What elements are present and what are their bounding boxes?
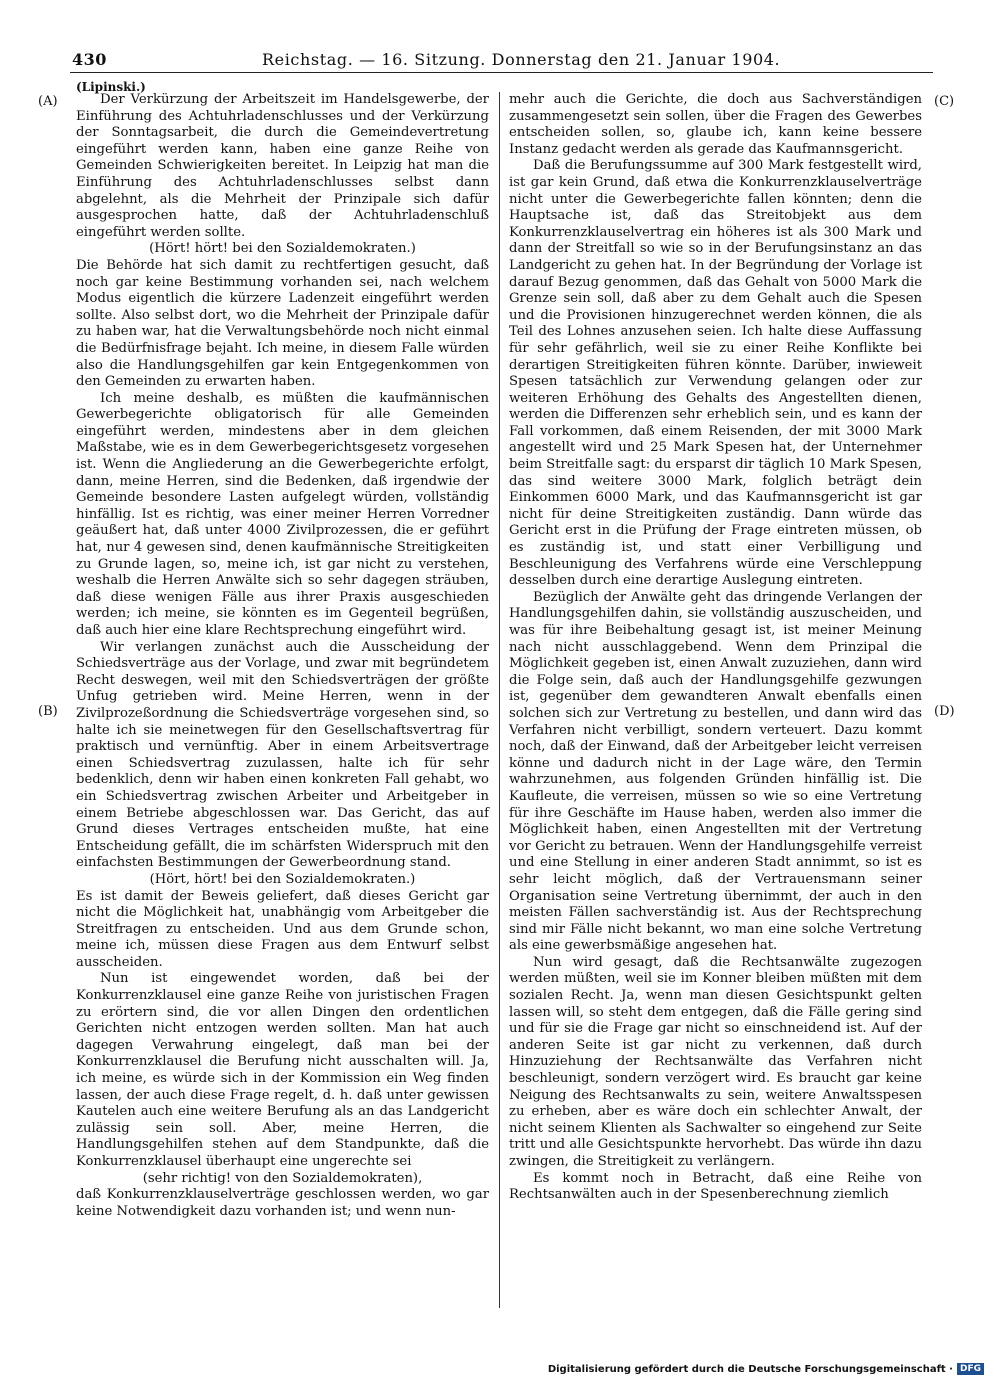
interjection: (sehr richtig! von den Sozialdemokraten), (142, 1170, 423, 1186)
margin-marker-a: (A) (38, 94, 58, 109)
margin-marker-d: (D) (934, 704, 955, 719)
paragraph: daß Konkurrenzklauselverträge geschlossen werden, wo gar keine Notwendigkeit dazu vorhanden ist; und wenn nun- (76, 1187, 489, 1219)
paragraph: Bezüglich der Anwälte geht das dringende Verlangen der Handlungsgehilfen dahin, sie vollständig auszuscheiden, und was für ihre Beibehaltung gesagt ist, ist meiner Meinung nach nicht ausschlaggebend. Wenn dem Prinzipal die Möglichkeit gegeben ist, einen Anwalt zuzuziehen, dann wird die Folge sein, daß auch der Handlungsgehilfe gezwungen ist, gegenüber dem gewandteren Anwalt ebenfalls einen solchen sich zur Vertretung zu bestellen, und dann wird das Verfahren nicht verbilligt, sondern verteuert. Dazu kommt noch, daß der Einwand, daß der Arbeitgeber leicht verreisen könne und dadurch nicht in der Lage wäre, den Termin wahrzunehmen, aus folgenden Gründen hinfällig ist. Die Kaufleute, die verreisen, müssen so wie so eine Vertretung für ihre Geschäfte im Hause haben, werden also immer die Möglichkeit haben, einen Angestellten mit der Vertretung vor Gericht zu betrauen. Wenn der Handlungsgehilfe verreist und eine Stellung in einer anderen Stadt annimmt, so ist es sehr leicht möglich, daß der Vertrauensmann seiner Organisation seine Vertretung übernimmt, der auch in den meisten Fällen sachverständig ist. Aus der Rechtsprechung sind mir Fälle nicht bekannt, wo man eine solche Vertretung als eine gewerbsmäßige angesehen hat. (509, 589, 922, 954)
paragraph: Daß die Berufungssumme auf 300 Mark festgestellt wird, ist gar kein Grund, daß etwa die Konkurrenzklauselverträge nicht unter die Gewerbegerichte fallen könnten; denn die Hauptsache ist, daß das Streitobjekt aus dem Konkurrenzklauselvertrag ein höheres ist als 300 Mark und dann der Streitfall so wie so in der Berufungsinstanz an das Landgericht zu gehen hat. In der Begründung der Vorlage ist darauf Bezug genommen, daß das Gehalt von 5000 Mark die Grenze sein soll, daß aber zu dem Gehalt auch die Spesen und die Provisionen hinzugerechnet werden können, die als Teil des Lohnes anzusehen seien. Ich halte diese Auffassung für sehr gefährlich, weil sie zu einer Reihe Konflikte bei derartigen Streitigkeiten führen könnte. Darüber, inwieweit Spesen tatsächlich zur Verwendung gelangen oder zur weiteren Erhöhung des Gehalts des Angestellten dienen, werden die Differenzen sehr erheblich sein, und es kann der Fall vorkommen, daß einem Reisenden, der mit 3000 Mark angestellt wird und 25 Mark Spesen hat, der Unternehmer beim Streitfalle sagt: du ersparst dir täglich 10 Mark Spesen, das sind weitere 3000 Mark, folglich beträgt dein Einkommen 6000 Mark, und das Kaufmannsgericht ist gar nicht für deine Streitigkeiten zuständig. Dann würde das Gericht erst in die Prüfung der Frage eintreten müssen, ob es zuständig ist, und statt einer Verbilligung und Beschleunigung des Verfahrens würde eine Verschleppung desselben durch eine derartige Auslegung eintreten. (509, 158, 922, 589)
interjection: (Hört! hört! bei den Sozialdemokraten.) (149, 241, 416, 257)
right-column (509, 92, 922, 1204)
header-rule (70, 72, 933, 73)
paragraph: Die Behörde hat sich damit zu rechtfertigen gesucht, daß noch gar keine Bestimmung vorhanden sei, nach welchem Modus eigentlich die kürzere Ladenzeit eingeführt werden sollte. Also selbst dort, wo die Mehrheit der Prinzipale dafür zu haben war, hat die Verwaltungsbehörde noch nicht einmal die Bedürfnisfrage bejaht. Ich meine, in diesem Falle würden also die Handlungsgehilfen gar kein Entgegenkommen von den Gemeinden zu erwarten haben. (76, 257, 489, 390)
running-title: Reichstag. — 16. Sitzung. Donnerstag den 21. Januar 1904. (262, 50, 781, 69)
interjection: (Hört, hört! bei den Sozialdemokraten.) (149, 871, 416, 887)
paragraph: Nun wird gesagt, daß die Rechtsanwälte zugezogen werden müßten, weil sie im Konner bleiben müßten mit dem sozialen Recht. Ja, wenn man diesen Gesichtspunkt gelten lassen will, so steht dem entgegen, daß die Fälle gering sind und für sie die Frage gar nicht so einschneidend ist. Auf der anderen Seite ist gar nicht zu verkennen, daß durch Hinzuziehung der Rechtsanwälte das Verfahren nicht beschleunigt, sondern verzögert wird. Es braucht gar keine Neigung des Rechtsanwalts zu sein, weitere Anwaltsspesen zu erheben, aber es wäre doch ein schlechter Anwalt, der nicht seinem Klienten als Sachwalter so eingehend zur Seite tritt und alle Gesichtspunkte hervorhebt. Das würde ihn dazu zwingen, die Streitigkeit zu verlängern. (509, 954, 922, 1169)
digitization-footer (548, 1363, 984, 1375)
dfg-logo: DFG (957, 1363, 984, 1375)
paragraph: mehr auch die Gerichte, die doch aus Sachverständigen zusammengesetzt sein sollen, über die Fragen des Gewerbes entscheiden sollen, so, glaube ich, kann keine bessere Instanz gedacht werden als gerade das Kaufmannsgericht. (509, 92, 922, 157)
margin-marker-c: (C) (934, 94, 955, 109)
speaker-label: (Lipinski.) (76, 80, 146, 94)
paragraph: Der Verkürzung der Arbeitszeit im Handelsgewerbe, der Einführung des Achtuhrladenschlusses und der Verkürzung der Sonntagsarbeit, die durch die Gemeindevertretung eingeführt werden kann, haben eine ganze Reihe von Gemeinden Schwierigkeiten bereitet. In Leipzig hat man die Einführung des Achtuhrladenschlusses selbst dann abgelehnt, als die Mehrheit der Prinzipale sich dafür ausgesprochen hatte, daß der Achtuhrladenschluß eingeführt werden sollte. (76, 92, 489, 240)
paragraph: Ich meine deshalb, es müßten die kaufmännischen Gewerbegerichte obligatorisch für alle Gemeinden eingeführt werden, mindestens aber in dem gleichen Maßstabe, wie es in dem Gewerbegerichtsgesetz vorgesehen ist. Wenn die Angliederung an die Gewerbegerichte erfolgt, dann, meine Herren, sind die Bedenken, daß irgendwie der Gemeinde besondere Lasten aufgelegt würden, vollständig hinfällig. Ist es richtig, was einer meiner Herren Vorredner geäußert hat, daß unter 4000 Zivilprozessen, die er geführt hat, nur 4 gewesen sind, denen kaufmännische Streitigkeiten zu Grunde lagen, so, meine ich, ist gar nicht zu verstehen, weshalb die Herren Anwälte sich so sehr dagegen sträuben, daß diese wenigen Fälle aus ihrer Praxis ausgeschieden werden; ich meine, sie könnten es im Gegenteil begrüßen, daß auch hier eine klare Rechtsprechung eingeführt wird. (76, 390, 489, 638)
paragraph: Nun ist eingewendet worden, daß bei der Konkurrenzklausel eine ganze Reihe von juristischen Fragen zu erörtern sind, die vor allen Dingen den ordentlichen Gerichten nicht entzogen werden sollten. Man hat auch dagegen Verwahrung eingelegt, daß man bei der Konkurrenzklausel die Berufung nicht ausschalten will. Ja, ich meine, es würde sich in der Kommission ein Weg finden lassen, der auch diese Frage regelt, d. h. daß unter gewissen Kautelen auch eine weitere Berufung als an das Landgericht zulässig sein soll. Aber, meine Herren, die Handlungsgehilfen stehen auf dem Standpunkte, daß die Konkurrenzklausel überhaupt eine ungerechte sei (76, 971, 489, 1169)
paragraph: Wir verlangen zunächst auch die Ausscheidung der Schiedsverträge aus der Vorlage, und zwar mit begründetem Recht deswegen, weil mit den Schiedsverträgen der größte Unfug getrieben wird. Meine Herren, wenn in der Zivilprozeßordnung die Schiedsverträge vorgesehen sind, so halte ich sie meinetwegen für den Gesellschaftsvertrag für praktisch und vernünftig. Aber in einem Arbeitsvertrage einen Schiedsvertrag zuzulassen, halte ich für sehr bedenklich, denn wir haben einen konkreten Fall gehabt, wo ein Schiedsvertrag zwischen Arbeiter und Arbeitgeber in einem Betriebe abgeschlossen war. Das Gericht, das auf Grund dieses Vertrages entscheiden mußte, hat eine Entscheidung gefällt, die im schärfsten Widerspruch mit den einfachsten Bestimmungen der Gewerbeordnung stand. (76, 639, 489, 871)
paragraph: Es kommt noch in Betracht, daß eine Reihe von Rechtsanwälten auch in der Spesenberechnung ziemlich (509, 1170, 922, 1203)
page-number: 430 (72, 50, 107, 69)
footer-text: Digitalisierung gefördert durch die Deutsche Forschungsgemeinschaft · (547, 1363, 953, 1375)
margin-marker-b: (B) (38, 704, 58, 719)
left-column (76, 92, 489, 1220)
column-divider (499, 92, 500, 1308)
paragraph: Es ist damit der Beweis geliefert, daß dieses Gericht gar nicht die Möglichkeit hat, unabhängig vom Arbeitgeber die Streitfragen zu entscheiden. Und aus dem Grunde schon, meine ich, müssen diese Fragen aus dem Entwurf selbst ausscheiden. (76, 888, 489, 970)
page-header (0, 0, 1000, 78)
